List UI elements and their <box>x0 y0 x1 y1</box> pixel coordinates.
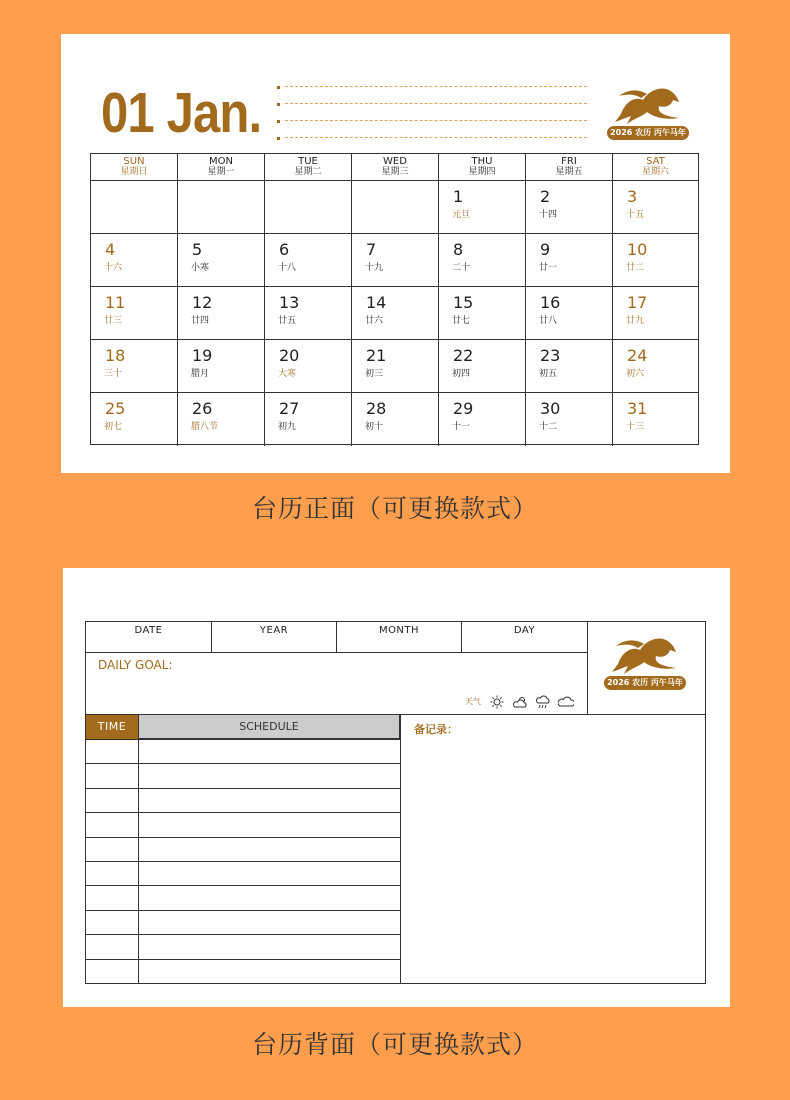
lunar-date: 廿一 <box>539 263 558 273</box>
day-number: 11 <box>105 293 126 312</box>
day-cell[interactable] <box>526 393 613 446</box>
day-cell[interactable] <box>526 340 613 393</box>
day-number: 28 <box>366 399 387 418</box>
logo-box <box>587 622 708 715</box>
weather-label: 天气 <box>465 697 481 706</box>
weekday-cn-label: 星期日 <box>120 167 148 177</box>
day-number: 9 <box>540 240 551 259</box>
day-cell[interactable] <box>178 393 265 446</box>
empty-day-cell <box>91 181 178 234</box>
horse-icon <box>604 634 688 678</box>
weekday-cn-label: 星期四 <box>468 167 496 177</box>
schedule-row-line <box>86 812 400 813</box>
lunar-date: 初三 <box>365 369 384 379</box>
calendar-front-card <box>61 34 730 473</box>
day-cell[interactable] <box>178 340 265 393</box>
day-number: 19 <box>192 346 213 365</box>
cloud-icon <box>558 695 574 709</box>
lunar-date: 三十 <box>104 369 123 379</box>
weekday-cn-label: 星期三 <box>381 167 409 177</box>
horse-logo <box>604 634 688 694</box>
weekday-en-label: WED <box>383 156 407 167</box>
day-cell[interactable] <box>265 287 352 340</box>
memo-label: 备记录： <box>414 723 458 736</box>
day-cell[interactable] <box>178 287 265 340</box>
day-number: 27 <box>279 399 300 418</box>
day-number: 12 <box>192 293 213 312</box>
day-number: 24 <box>627 346 648 365</box>
day-cell[interactable] <box>265 340 352 393</box>
day-number: 1 <box>453 187 464 206</box>
day-number: 29 <box>453 399 474 418</box>
day-cell[interactable] <box>352 287 439 340</box>
lunar-date: 十一 <box>452 422 471 432</box>
weekday-cn-label: 星期五 <box>555 167 583 177</box>
lunar-date: 十九 <box>365 263 384 273</box>
month-title: 01 Jan. <box>101 81 262 145</box>
lunar-date: 十四 <box>539 210 558 220</box>
schedule-row-line <box>86 788 400 789</box>
empty-day-cell <box>352 181 439 234</box>
weekday-cn-label: 星期二 <box>294 167 322 177</box>
day-cell[interactable] <box>91 393 178 446</box>
planner-body <box>85 715 706 984</box>
lunar-date: 元旦 <box>452 210 471 220</box>
lunar-date: 廿五 <box>278 316 297 326</box>
day-number: 4 <box>105 240 116 259</box>
lunar-date: 廿八 <box>539 316 558 326</box>
month-field[interactable]: MONTH <box>337 622 462 653</box>
partly-cloudy-icon <box>512 695 528 709</box>
day-field[interactable]: DAY <box>462 622 587 653</box>
day-cell[interactable] <box>439 181 526 234</box>
lunar-date: 腊月 <box>191 369 210 379</box>
lunar-date: 腊八节 <box>191 422 219 432</box>
lunar-date: 初五 <box>539 369 558 379</box>
weekday-en-label: SUN <box>123 156 145 167</box>
empty-day-cell <box>178 181 265 234</box>
memo-divider <box>400 715 401 983</box>
day-cell[interactable] <box>526 181 613 234</box>
day-number: 18 <box>105 346 126 365</box>
day-number: 2 <box>540 187 551 206</box>
weekday-cn-label: 星期六 <box>641 167 669 177</box>
rain-icon <box>535 695 551 709</box>
day-cell[interactable] <box>265 393 352 446</box>
day-cell[interactable] <box>352 393 439 446</box>
horse-icon <box>607 84 691 128</box>
day-number: 20 <box>279 346 300 365</box>
day-number: 6 <box>279 240 290 259</box>
horse-logo <box>607 84 691 142</box>
sun-icon <box>489 695 505 709</box>
calendar-table <box>90 153 699 445</box>
day-cell[interactable] <box>439 393 526 446</box>
day-cell[interactable] <box>91 340 178 393</box>
calendar-back-card <box>63 568 730 1007</box>
lunar-date: 初六 <box>626 369 645 379</box>
logo-badge: 2026 农历 丙午马年 <box>607 126 689 140</box>
date-field[interactable]: DATE <box>86 622 212 653</box>
day-cell[interactable] <box>352 340 439 393</box>
lunar-date: 十五 <box>626 210 645 220</box>
empty-day-cell <box>265 181 352 234</box>
weekday-tue <box>265 154 352 180</box>
schedule-row-line <box>86 837 400 838</box>
day-cell[interactable] <box>265 234 352 287</box>
schedule-row-line <box>86 934 400 935</box>
schedule-row-line <box>86 910 400 911</box>
lunar-date: 二十 <box>452 263 471 273</box>
schedule-row-line <box>86 959 400 960</box>
day-number: 23 <box>540 346 561 365</box>
schedule-header: SCHEDULE <box>138 715 400 739</box>
day-number: 7 <box>366 240 377 259</box>
back-caption: 台历背面（可更换款式） <box>251 1030 538 1059</box>
day-number: 17 <box>627 293 648 312</box>
day-number: 13 <box>279 293 300 312</box>
day-number: 25 <box>105 399 126 418</box>
day-cell[interactable] <box>613 340 698 393</box>
weekday-en-label: MON <box>209 156 233 167</box>
day-cell[interactable] <box>91 287 178 340</box>
day-number: 31 <box>627 399 648 418</box>
weekday-en-label: TUE <box>298 156 318 167</box>
time-header: TIME <box>86 715 138 739</box>
day-number: 16 <box>540 293 561 312</box>
lunar-date: 初七 <box>104 422 123 432</box>
day-cell[interactable] <box>352 234 439 287</box>
lunar-date: 大寒 <box>278 369 297 379</box>
lunar-date: 廿二 <box>626 263 645 273</box>
daily-goal-label: DAILY GOAL: <box>98 658 173 672</box>
lunar-date: 十三 <box>626 422 645 432</box>
day-number: 14 <box>366 293 387 312</box>
lunar-date: 廿七 <box>452 316 471 326</box>
day-cell[interactable] <box>439 340 526 393</box>
lunar-date: 初九 <box>278 422 297 432</box>
day-cell[interactable] <box>613 181 698 234</box>
lunar-date: 廿三 <box>104 316 123 326</box>
schedule-row-line <box>86 739 400 740</box>
weekday-en-label: SAT <box>646 156 665 167</box>
day-number: 30 <box>540 399 561 418</box>
lunar-date: 廿九 <box>626 316 645 326</box>
day-cell[interactable] <box>178 234 265 287</box>
lunar-date: 十八 <box>278 263 297 273</box>
year-field[interactable]: YEAR <box>212 622 337 653</box>
lunar-date: 十六 <box>104 263 123 273</box>
weekday-en-label: THU <box>471 156 493 167</box>
day-cell[interactable] <box>91 234 178 287</box>
planner-header <box>85 621 706 715</box>
weekday-fri <box>526 154 613 180</box>
day-cell[interactable] <box>613 287 698 340</box>
day-number: 26 <box>192 399 213 418</box>
weekday-header-row <box>91 154 698 181</box>
weekday-cn-label: 星期一 <box>207 167 235 177</box>
weekday-en-label: FRI <box>561 156 577 167</box>
day-cell[interactable] <box>613 234 698 287</box>
weekday-mon <box>178 154 265 180</box>
day-number: 5 <box>192 240 203 259</box>
lunar-date: 初四 <box>452 369 471 379</box>
lunar-date: 十二 <box>539 422 558 432</box>
schedule-row-line <box>86 763 400 764</box>
weekday-wed <box>352 154 439 180</box>
day-cell[interactable] <box>526 287 613 340</box>
logo-badge: 2026 农历 丙午马年 <box>604 676 686 690</box>
lunar-date: 廿四 <box>191 316 210 326</box>
day-number: 15 <box>453 293 474 312</box>
lunar-date: 小寒 <box>191 263 210 273</box>
weekday-sun <box>91 154 178 180</box>
day-number: 22 <box>453 346 474 365</box>
day-number: 21 <box>366 346 387 365</box>
day-number: 8 <box>453 240 464 259</box>
schedule-row-line <box>86 861 400 862</box>
front-caption: 台历正面（可更换款式） <box>251 494 538 523</box>
note-lines <box>277 84 587 146</box>
lunar-date: 廿六 <box>365 316 384 326</box>
day-number: 3 <box>627 187 638 206</box>
day-number: 10 <box>627 240 648 259</box>
day-cell[interactable] <box>526 234 613 287</box>
day-cell[interactable] <box>439 234 526 287</box>
weekday-thu <box>439 154 526 180</box>
day-cell[interactable] <box>439 287 526 340</box>
lunar-date: 初十 <box>365 422 384 432</box>
schedule-row-line <box>86 885 400 886</box>
weekday-sat <box>613 154 698 180</box>
day-cell[interactable] <box>613 393 698 446</box>
